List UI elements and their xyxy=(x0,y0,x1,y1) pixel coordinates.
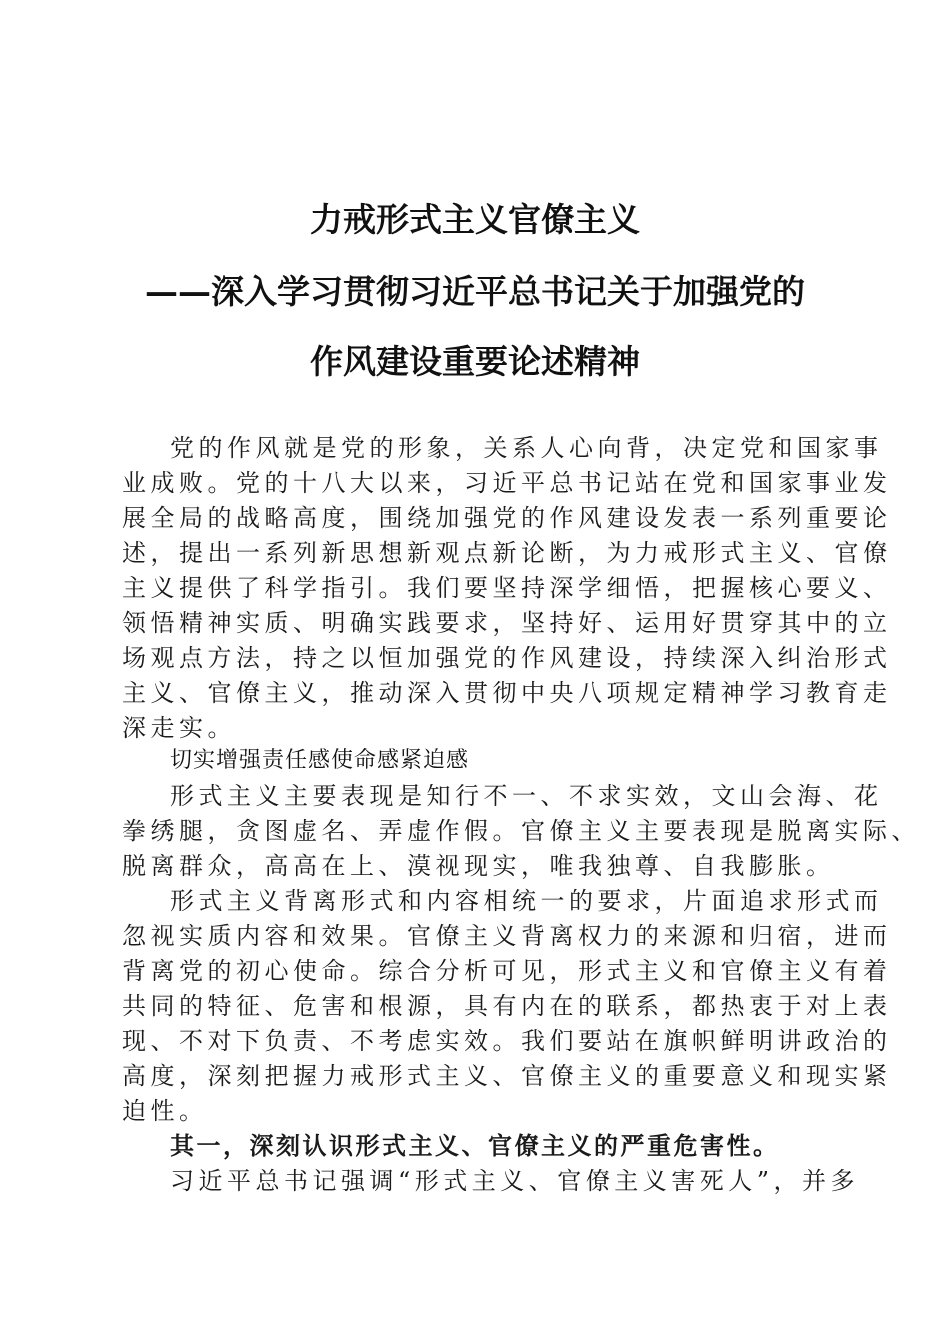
paragraph-3-line: 形式主义背离形式和内容相统一的要求，片面追求形式而 xyxy=(170,887,883,915)
paragraph-4-line: 习近平总书记强调“形式主义、官僚主义害死人”，并多 xyxy=(170,1167,860,1195)
paragraph-3-line: 高度，深刻把握力戒形式主义、官僚主义的重要意义和现实紧 xyxy=(122,1062,892,1090)
paragraph-3-line: 共同的特征、危害和根源，具有内在的联系，都热衷于对上表 xyxy=(122,992,892,1020)
paragraph-1-line: 主义、官僚主义，推动深入贯彻中央八项规定精神学习教育走 xyxy=(122,679,892,707)
paragraph-1-line: 党的作风就是党的形象，关系人心向背，决定党和国家事 xyxy=(170,434,883,462)
paragraph-1-line: 主义提供了科学指引。我们要坚持深学细悟，把握核心要义、 xyxy=(122,574,892,602)
paragraph-3-line: 忽视实质内容和效果。官僚主义背离权力的来源和归宿，进而 xyxy=(122,922,892,950)
paragraph-2-line: 拳绣腿，贪图虚名、弄虚作假。官僚主义主要表现是脱离实际、 xyxy=(122,817,920,845)
paragraph-1-line: 领悟精神实质、明确实践要求，坚持好、运用好贯穿其中的立 xyxy=(122,609,892,637)
paragraph-3-line: 背离党的初心使命。综合分析可见，形式主义和官僚主义有着 xyxy=(122,957,892,985)
paragraph-2-line: 形式主义主要表现是知行不一、不求实效，文山会海、花 xyxy=(170,782,883,810)
subsection-heading: 其一，深刻认识形式主义、官僚主义的严重危害性。 xyxy=(170,1131,780,1160)
paragraph-3-line: 迫性。 xyxy=(122,1097,208,1125)
paragraph-1-line: 展全局的战略高度，围绕加强党的作风建设发表一系列重要论 xyxy=(122,504,892,532)
paragraph-1-line: 深走实。 xyxy=(122,714,236,742)
paragraph-2-line: 脱离群众，高高在上、漠视现实，唯我独尊、自我膨胀。 xyxy=(122,852,835,880)
title-main: 力戒形式主义官僚主义 xyxy=(310,200,640,239)
paragraph-1-line: 述，提出一系列新思想新观点新论断，为力戒形式主义、官僚 xyxy=(122,539,892,567)
paragraph-1-line: 业成败。党的十八大以来，习近平总书记站在党和国家事业发 xyxy=(122,469,892,497)
title-subtitle-line2: 作风建设重要论述精神 xyxy=(310,342,640,381)
paragraph-3-line: 现、不对下负责、不考虑实效。我们要站在旗帜鲜明讲政治的 xyxy=(122,1027,892,1055)
paragraph-1-line: 场观点方法，持之以恒加强党的作风建设，持续深入纠治形式 xyxy=(122,644,892,672)
section-heading: 切实增强责任感使命感紧迫感 xyxy=(170,748,470,773)
title-subtitle-line1: ——深入学习贯彻习近平总书记关于加强党的 xyxy=(145,272,805,311)
